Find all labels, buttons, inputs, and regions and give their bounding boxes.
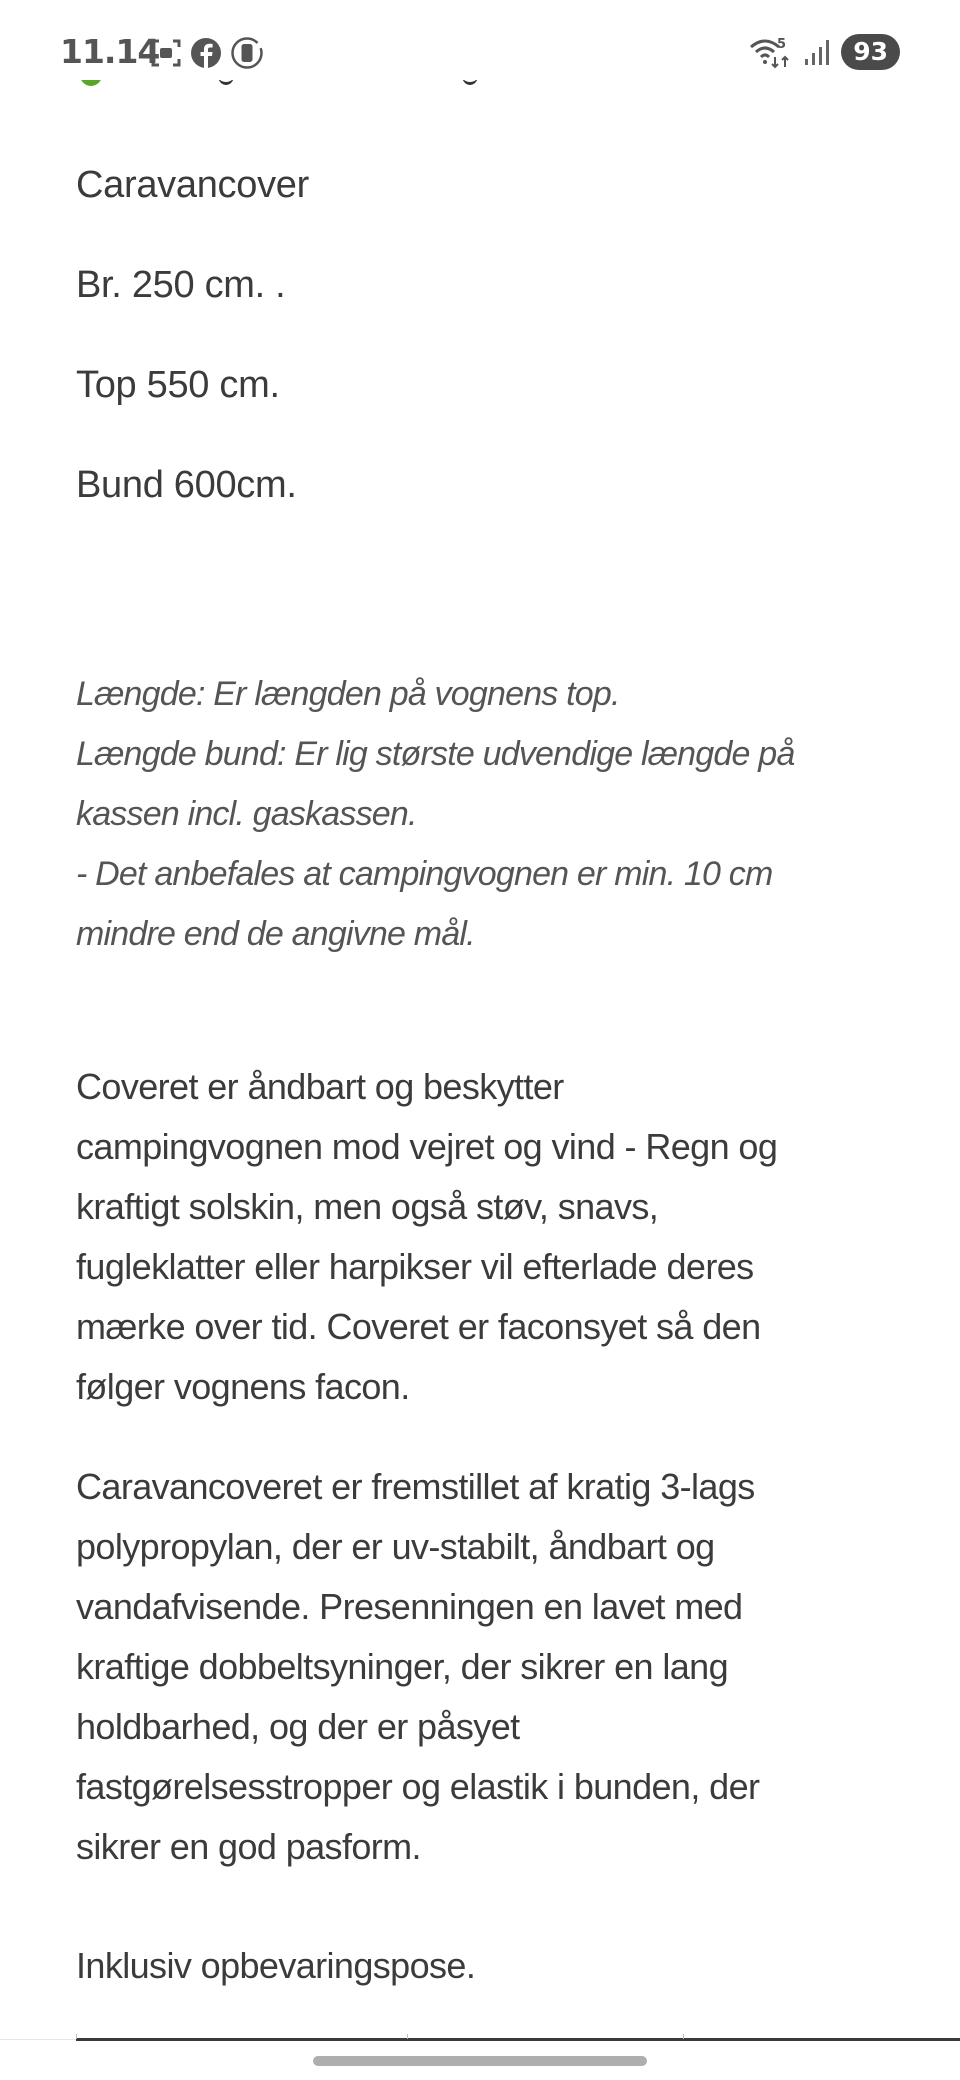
note-line: - Det anbefales at campingvognen er min. 10 cm xyxy=(76,855,773,893)
notification-icons xyxy=(150,36,264,70)
wifi-5-icon xyxy=(749,35,793,69)
paragraph-line: campingvognen mod vejret og vind - Regn og xyxy=(76,1126,778,1167)
paragraph-line: vandafvisende. Presenningen en lavet med xyxy=(76,1586,743,1627)
paragraph-line: fastgørelsesstropper og elastik i bunden, der xyxy=(76,1766,760,1807)
tab-separator xyxy=(407,2034,408,2039)
paragraph-line: fugleklatter eller harpikser vil efterlade deres xyxy=(76,1246,754,1287)
tab-strip-border xyxy=(76,2038,960,2041)
facebook-icon xyxy=(190,37,222,69)
note-line: Længde: Er længden på vognens top. xyxy=(76,675,620,713)
paragraph-line: sikrer en god pasform. xyxy=(76,1826,421,1867)
svg-text:5: 5 xyxy=(777,37,787,52)
phone-link-icon xyxy=(230,36,264,70)
note-line: kassen incl. gaskassen. xyxy=(76,795,417,833)
system-icons xyxy=(749,34,900,70)
spec-top-length: Top 550 cm. xyxy=(76,364,280,406)
status-time: 11.14 xyxy=(60,32,160,71)
description-paragraph-2 xyxy=(76,1457,896,1877)
paragraph-line: Caravancoveret er fremstillet af kratig 3-lags xyxy=(76,1466,755,1507)
paragraph-line: holdbarhed, og der er påsyet xyxy=(76,1706,520,1747)
paragraph-line: kraftige dobbeltsyninger, der sikrer en lang xyxy=(76,1646,728,1687)
paragraph-line: Coveret er åndbart og beskytter xyxy=(76,1066,564,1107)
description-paragraph-1 xyxy=(76,1057,896,1417)
description-paragraph-3 xyxy=(76,1936,896,1996)
measurement-note xyxy=(76,664,896,964)
tab-separator xyxy=(683,2034,684,2039)
spec-width: Br. 250 cm. . xyxy=(76,264,286,306)
paragraph-line: følger vognens facon. xyxy=(76,1366,410,1407)
tab-separator xyxy=(76,2034,77,2039)
paragraph-line: polypropylan, der er uv-stabilt, åndbart og xyxy=(76,1526,715,1567)
note-line: Længde bund: Er lig største udvendige længde på xyxy=(76,735,795,773)
paragraph-line: kraftigt solskin, men også støv, snavs, xyxy=(76,1186,659,1227)
battery-level: 93 xyxy=(841,34,900,70)
note-line: mindre end de angivne mål. xyxy=(76,915,475,953)
status-bar xyxy=(0,0,960,80)
paragraph-line: Inklusiv opbevaringspose. xyxy=(76,1945,476,1986)
product-type: Caravancover xyxy=(76,164,309,206)
paragraph-line: mærke over tid. Coveret er faconsyet så den xyxy=(76,1306,761,1347)
gesture-navigation-bar[interactable] xyxy=(313,2056,647,2066)
tab-strip-divider xyxy=(0,2039,76,2040)
signal-icon xyxy=(803,37,831,67)
spec-bottom-length: Bund 600cm. xyxy=(76,464,297,506)
screenshot-icon xyxy=(150,37,182,69)
